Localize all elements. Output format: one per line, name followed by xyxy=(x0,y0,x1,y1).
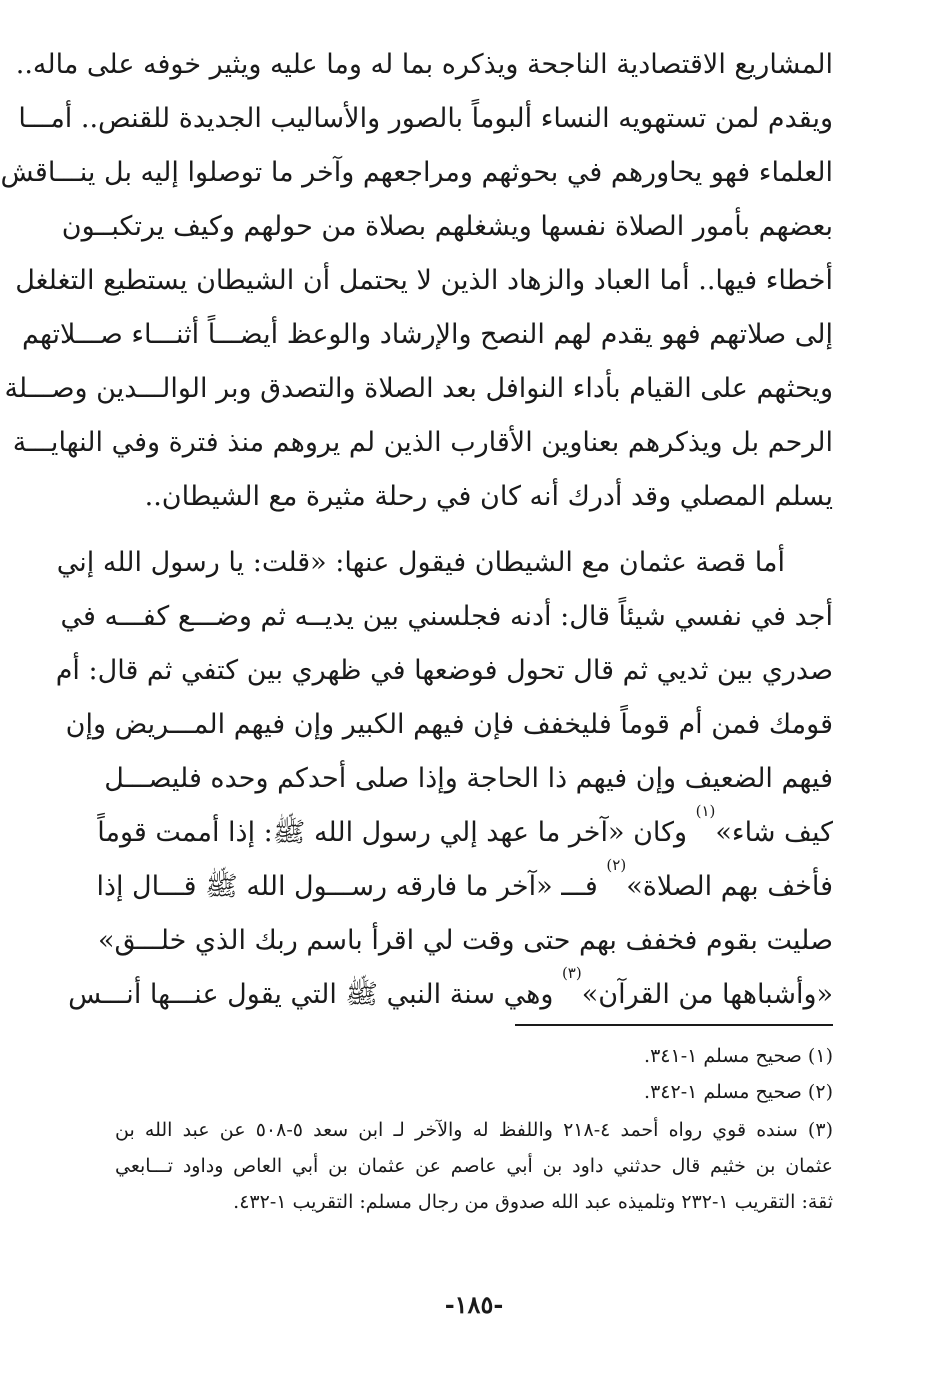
paragraph-satan-distractions xyxy=(0,38,833,524)
text-segment: كيف شاء» xyxy=(715,817,833,848)
footnote-divider xyxy=(515,1024,833,1026)
text-line: بعضهم بأمور الصلاة نفسها ويشغلهم بصلاة من حولهم وكيف يرتكبــون xyxy=(61,211,833,242)
text-line: إلى صلاتهم فهو يقدم لهم النصح والإرشاد والوعظ أيضـــاً أثنـــاء صـــلاتهم xyxy=(22,319,833,350)
text-line: قومك فمن أم قوماً فليخفف فإن فيهم الكبير وإن فيهم المـــريض وإن xyxy=(65,709,833,740)
text-segment: وهي سنة النبي ﷺ التي يقول عنـــها أنـــس xyxy=(68,979,562,1010)
text-line: المشاريع الاقتصادية الناجحة ويذكره بما له وما عليه ويثير خوفه على ماله.. xyxy=(15,49,833,80)
text-segment: «وأشباهها من القرآن» xyxy=(581,979,833,1010)
footnote-reference-2: (٢) xyxy=(606,856,627,874)
text-line: الرحم بل ويذكرهم بعناوين الأقارب الذين لم يروهم منذ فترة وفي النهايـــة xyxy=(12,427,833,458)
text-line: أما قصة عثمان مع الشيطان فيقول عنها: «قلت: يا رسول الله إني xyxy=(56,547,785,578)
text-line: العلماء فهو يحاورهم في بحوثهم ومراجعهم وآخر ما توصلوا إليه بل ينـــاقش xyxy=(0,157,833,188)
footnote-2: (٢) صحيح مسلم ١-٣٤٢. xyxy=(644,1081,833,1103)
footnotes-section xyxy=(115,1038,833,1220)
text-line: أجد في نفسي شيئاً قال: أدنه فجلسني بين يديــه ثم وضـــع كفـــه في xyxy=(60,601,833,632)
footnote-reference-1: (١) xyxy=(695,802,716,820)
footnote-line: ثقة: التقريب ١-٢٣٢ وتلميذه عبد الله صدوق من رجال مسلم: التقريب ١-٤٣٢. xyxy=(233,1191,833,1213)
text-line: صليت بقوم فخفف بهم حتى وقت لي اقرأ باسم ربك الذي خلـــق» xyxy=(97,925,833,956)
text-line: فيهم الضعيف وإن فيهم ذا الحاجة وإذا صلى أحدكم وحده فليصـــل xyxy=(104,763,833,794)
text-line: يسلم المصلي وقد أدرك أنه كان في رحلة مثيرة مع الشيطان.. xyxy=(144,481,833,512)
footnote-3 xyxy=(115,1112,833,1220)
text-segment: وكان «آخر ما عهد إلي رسول الله ﷺ: إذا أممت قوماً xyxy=(97,817,696,848)
text-line: صدري بين ثديي ثم قال تحول فوضعها في ظهري بين كتفي ثم قال: أم xyxy=(55,655,833,686)
footnote-reference-3: (٣) xyxy=(561,964,582,982)
footnote-line: عثمان بن خثيم قال حدثني داود بن أبي عاصم عن عثمان بن أبي العاص وداود تـــابعي xyxy=(115,1155,833,1177)
text-line: ويحثهم على القيام بأداء النوافل بعد الصلاة والتصدق وبر الوالـــدين وصـــلة xyxy=(4,373,833,404)
text-line: ويقدم لمن تستهويه النساء ألبوماً بالصور والأساليب الجديدة للقنص.. أمـــا xyxy=(18,103,833,134)
page-number: -١٨٥- xyxy=(444,1290,504,1319)
paragraph-uthman-story xyxy=(55,536,833,1022)
footnote-line: (٣) سنده قوي رواه أحمد ٤-٢١٨ واللفظ له والآخر لـ ابن سعد ٥-٥٠٨ عن عبد الله بن xyxy=(115,1119,833,1141)
footnote-1: (١) صحيح مسلم ١-٣٤١. xyxy=(644,1045,833,1067)
text-line-with-footnote-ref xyxy=(96,856,833,914)
text-segment: فأخف بهم الصلاة» xyxy=(626,871,833,902)
text-line: أخطاء فيها.. أما العباد والزهاد الذين لا يحتمل أن الشيطان يستطيع التغلغل xyxy=(15,265,833,296)
text-line-with-footnote-ref xyxy=(97,802,833,860)
main-text xyxy=(0,38,833,1022)
text-line-with-footnote-ref xyxy=(68,964,833,1022)
text-segment: فـــ «آخر ما فارقه رســـول الله ﷺ قـــال إذا xyxy=(96,871,607,902)
